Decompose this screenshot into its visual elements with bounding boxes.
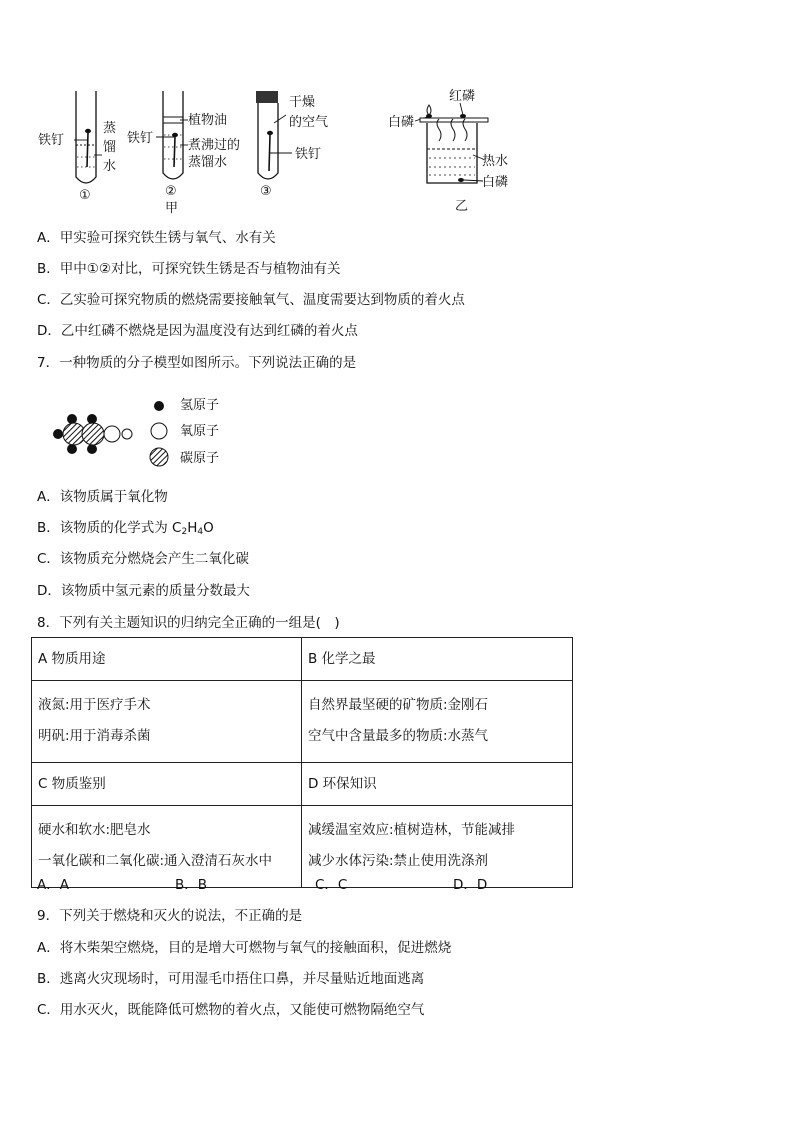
tube1-iron-label: 铁钉 — [38, 133, 65, 148]
hydrogen-atom-outline — [122, 429, 132, 439]
test-tube-1 — [74, 91, 102, 183]
figure-jia-caption: 甲 — [165, 201, 179, 216]
tube2-iron-label: 铁钉 — [127, 131, 154, 146]
q8-option-c: C．C — [315, 877, 348, 893]
q8-stem: 8．下列有关主题知识的归纳完全正确的一组是( ) — [37, 615, 340, 631]
q8-option-d: D．D — [453, 877, 488, 893]
legend-carbon-icon — [150, 448, 168, 466]
tube3-number: ③ — [260, 184, 272, 199]
q6-option-b: B．甲中①②对比，可探究铁生锈是否与植物油有关 — [37, 261, 341, 277]
cell-c-line-1: 硬水和软水:肥皂水 — [38, 822, 151, 838]
q6-option-d: D．乙中红磷不燃烧是因为温度没有达到红磷的着火点 — [37, 323, 358, 339]
tube1-water-label-2: 馏 — [103, 140, 117, 155]
legend-hydrogen-label: 氢原子 — [180, 398, 220, 413]
hydrogen-atom — [67, 444, 77, 454]
carbon-atom — [82, 423, 104, 445]
q7-option-c: C．该物质充分燃烧会产生二氧化碳 — [37, 551, 249, 567]
q8-options — [37, 876, 487, 894]
cell-a-line-2: 明矾:用于消毒杀菌 — [38, 728, 151, 744]
legend-oxygen-icon — [151, 423, 167, 439]
cell-d-head: D 环保知识 — [302, 763, 573, 806]
molecule-model — [50, 410, 140, 460]
oxygen-atom — [104, 426, 120, 442]
q8-table — [31, 637, 573, 888]
tube3-iron-label: 铁钉 — [295, 147, 322, 162]
q7-option-b — [37, 519, 214, 541]
q7-option-a: A．该物质属于氧化物 — [37, 489, 168, 505]
cell-b-head: B 化学之最 — [302, 638, 573, 681]
cell-b-line-1: 自然界最坚硬的矿物质:金刚石 — [308, 697, 489, 713]
tube3-air-label-2: 的空气 — [289, 115, 329, 130]
cell-c-head: C 物质鉴别 — [32, 763, 302, 806]
q7-formula-h: H — [187, 520, 198, 536]
q7-stem: 7．一种物质的分子模型如图所示。下列说法正确的是 — [37, 355, 357, 371]
cell-b-body — [302, 681, 573, 763]
tube2-oil-label: 植物油 — [188, 113, 228, 128]
tube1-number: ① — [79, 188, 91, 203]
molecule-legend — [145, 392, 255, 472]
q7-option-b-text: B．该物质的化学式为 C — [37, 520, 182, 536]
tube1-water-label-3: 水 — [103, 159, 117, 174]
q9-option-b: B．逃离火灾现场时，可用湿毛巾捂住口鼻，并尽量贴近地面逃离 — [37, 971, 425, 987]
white-phosphorus-bottom-label: 白磷 — [482, 175, 509, 190]
figure-jia — [30, 85, 350, 220]
hydrogen-atom — [87, 444, 97, 454]
q9-option-c: C．用水灭火，既能降低可燃物的着火点，又能使可燃物隔绝空气 — [37, 1002, 425, 1018]
cell-b-line-2: 空气中含量最多的物质:水蒸气 — [308, 728, 489, 744]
cell-d-line-2: 减少水体污染:禁止使用洗涤剂 — [308, 853, 489, 869]
q9-option-a: A．将木柴架空燃烧，目的是增大可燃物与氧气的接触面积，促进燃烧 — [37, 940, 452, 956]
q8-option-a: A．A — [37, 877, 69, 893]
tube2-boiled-label-1: 煮沸过的 — [188, 138, 241, 153]
test-tube-2 — [156, 91, 188, 179]
cell-a-head: A 物质用途 — [32, 638, 302, 681]
q7-option-d: D．该物质中氢元素的质量分数最大 — [37, 583, 250, 599]
hydrogen-atom — [53, 429, 63, 439]
figure-yi-caption: 乙 — [455, 199, 469, 214]
tube3-air-label-1: 干燥 — [289, 95, 316, 110]
beaker-apparatus — [415, 103, 488, 183]
q7-formula-sub: 2 — [181, 527, 188, 537]
cell-a-line-1: 液氮:用于医疗手术 — [38, 697, 151, 713]
tube2-boiled-label-2: 蒸馏水 — [188, 155, 228, 170]
cell-a-body — [32, 681, 302, 763]
legend-carbon-label: 碳原子 — [180, 451, 220, 466]
q6-option-c: C．乙实验可探究物质的燃烧需要接触氧气、温度需要达到物质的着火点 — [37, 292, 465, 308]
cell-d-line-1: 减缓温室效应:植树造林，节能减排 — [308, 822, 516, 838]
test-tube-3 — [256, 91, 292, 179]
cell-c-line-2: 一氧化碳和二氧化碳:通入澄清石灰水中 — [38, 853, 273, 869]
legend-hydrogen-icon — [154, 401, 164, 411]
figure-yi — [385, 85, 525, 220]
q9-stem: 9．下列关于燃烧和灭火的说法，不正确的是 — [37, 908, 303, 924]
red-phosphorus-label: 红磷 — [449, 89, 476, 104]
white-phosphorus-top-label: 白磷 — [388, 115, 415, 130]
q6-option-a: A．甲实验可探究铁生锈与氧气、水有关 — [37, 230, 276, 246]
q7-formula-sub: 4 — [197, 527, 204, 537]
q8-option-b: B．B — [175, 877, 208, 893]
hot-water-label: 热水 — [482, 154, 509, 169]
tube2-number: ② — [165, 184, 177, 199]
tube1-water-label-1: 蒸 — [103, 121, 117, 136]
hydrogen-atom — [87, 414, 97, 424]
q7-formula-o: O — [203, 520, 214, 536]
hydrogen-atom — [67, 414, 77, 424]
legend-oxygen-label: 氧原子 — [180, 424, 220, 439]
